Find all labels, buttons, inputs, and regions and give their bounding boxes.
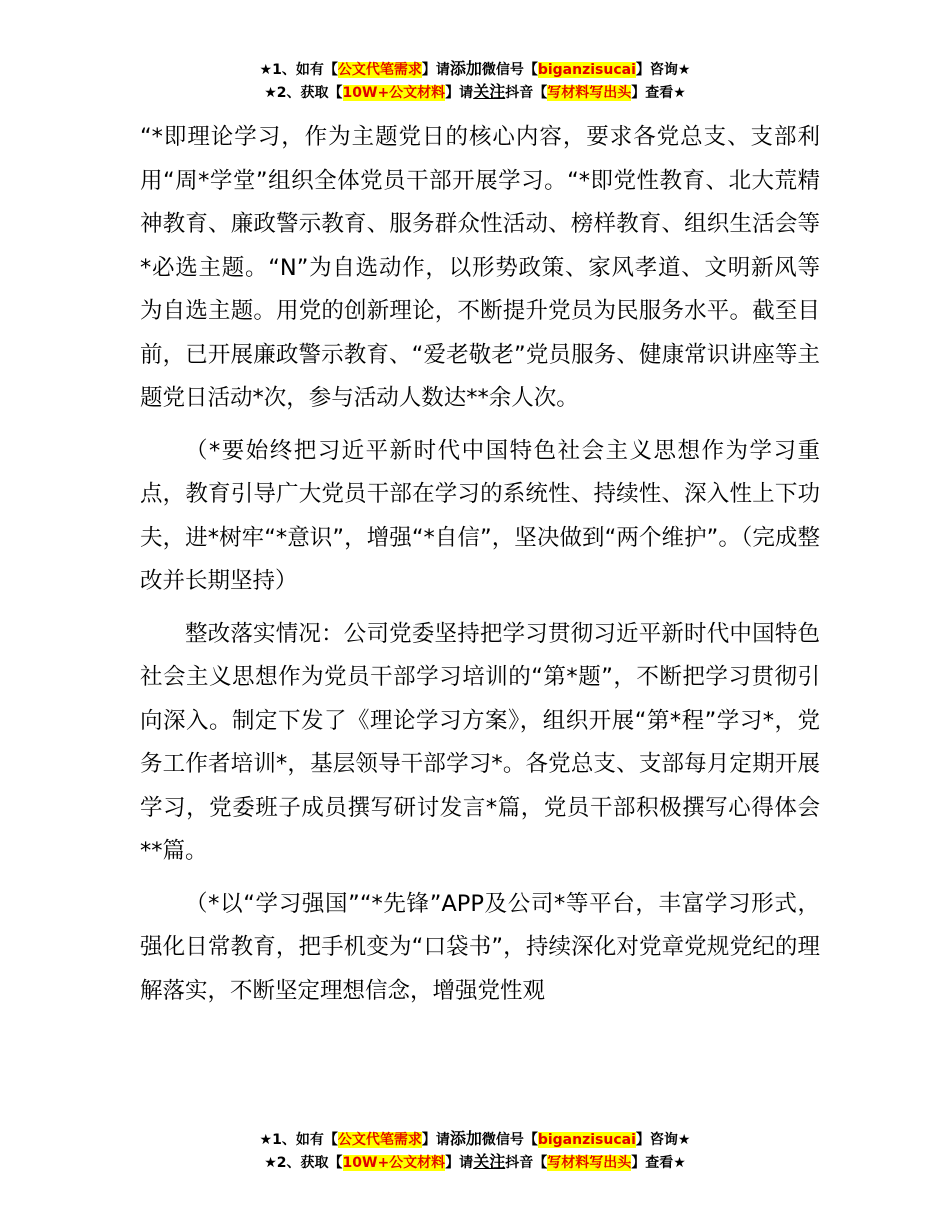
header-banner xyxy=(0,58,950,104)
footer-line-2-highlight-materials: 10W+公文材料 xyxy=(342,1155,446,1171)
footer-line-2-emphasis: 关注 xyxy=(473,1152,506,1171)
banner-line-1-emphasis: 添加 xyxy=(449,59,482,78)
banner-line-2 xyxy=(0,81,950,104)
footer-line-2-suffix: 】查看★ xyxy=(631,1155,686,1171)
banner-line-2-emphasis: 关注 xyxy=(473,82,506,101)
document-body xyxy=(140,116,820,1022)
footer-line-1-highlight-wechat: biganzisucai xyxy=(537,1132,636,1148)
footer-line-2-mid2: 抖音【 xyxy=(505,1155,548,1171)
paragraph-1: “*即理论学习，作为主题党日的核心内容，要求各党总支、支部利用“周*学堂”组织全体党员干部开展学习。“*即党性教育、北大荒精神教育、廉政警示教育、服务群众性活动、榜样教育、组织生活会等*必选主题。“N”为自选动作，以形势政策、家风孝道、文明新风等为自选主题。用党的创新理论，不断提升党员为民服务水平。截至目前，已开展廉政警示教育、“爱老敬老”党员服务、健康常识讲座等主题党日活动*次，参与活动人数达**余人次。 xyxy=(140,124,820,411)
banner-line-1-suffix: 】咨询★ xyxy=(635,62,691,78)
footer-line-1-suffix: 】咨询★ xyxy=(635,1132,691,1148)
footer-line-1-highlight-service: 公文代笔需求 xyxy=(337,1132,422,1148)
banner-line-2-mid: 】请 xyxy=(445,85,474,101)
footer-line-1-emphasis: 添加 xyxy=(449,1129,482,1148)
footer-line-2-prefix: ★2、获取【 xyxy=(264,1155,343,1171)
banner-line-1-prefix: ★1、如有【 xyxy=(259,62,338,78)
banner-line-1 xyxy=(0,58,950,81)
banner-line-1-mid2: 微信号【 xyxy=(481,62,538,78)
banner-line-2-suffix: 】查看★ xyxy=(631,85,686,101)
banner-line-1-highlight-service: 公文代笔需求 xyxy=(337,62,422,78)
banner-line-2-highlight-douyin: 写材料写出头 xyxy=(547,85,632,101)
footer-line-1-mid: 】请 xyxy=(421,1132,450,1148)
paragraph-3: 整改落实情况：公司党委坚持把学习贯彻习近平新时代中国特色社会主义思想作为党员干部学习培训的“第*题”，不断把学习贯彻引向深入。制定下发了《理论学习方案》，组织开展“第*程”学习*，党务工作者培训*，基层领导干部学习*。各党总支、支部每月定期开展学习，党委班子成员撰写研讨发言*篇，党员干部积极撰写心得体会**篇。 xyxy=(140,620,820,864)
banner-line-2-prefix: ★2、获取【 xyxy=(264,85,343,101)
footer-line-2 xyxy=(0,1151,950,1174)
banner-line-2-mid2: 抖音【 xyxy=(505,85,548,101)
banner-line-1-mid: 】请 xyxy=(421,62,450,78)
banner-line-1-highlight-wechat: biganzisucai xyxy=(537,62,636,78)
footer-banner xyxy=(0,1128,950,1174)
footer-line-2-mid: 】请 xyxy=(445,1155,474,1171)
footer-line-1 xyxy=(0,1128,950,1151)
footer-line-2-highlight-douyin: 写材料写出头 xyxy=(547,1155,632,1171)
paragraph-4: （*以“学习强国”“*先锋”APP及公司*等平台，丰富学习形式，强化日常教育，把手机变为“口袋书”，持续深化对党章党规党纪的理解落实，不断坚定理想信念，增强党性观 xyxy=(140,890,820,1004)
paragraph-2: （*要始终把习近平新时代中国特色社会主义思想作为学习重点，教育引导广大党员干部在学习的系统性、持续性、深入性上下功夫，进*树牢“*意识”，增强“*自信”，坚决做到“两个维护”。（完成整改并长期坚持） xyxy=(140,437,820,594)
footer-line-1-mid2: 微信号【 xyxy=(481,1132,538,1148)
footer-line-1-prefix: ★1、如有【 xyxy=(259,1132,338,1148)
banner-line-2-highlight-materials: 10W+公文材料 xyxy=(342,85,446,101)
